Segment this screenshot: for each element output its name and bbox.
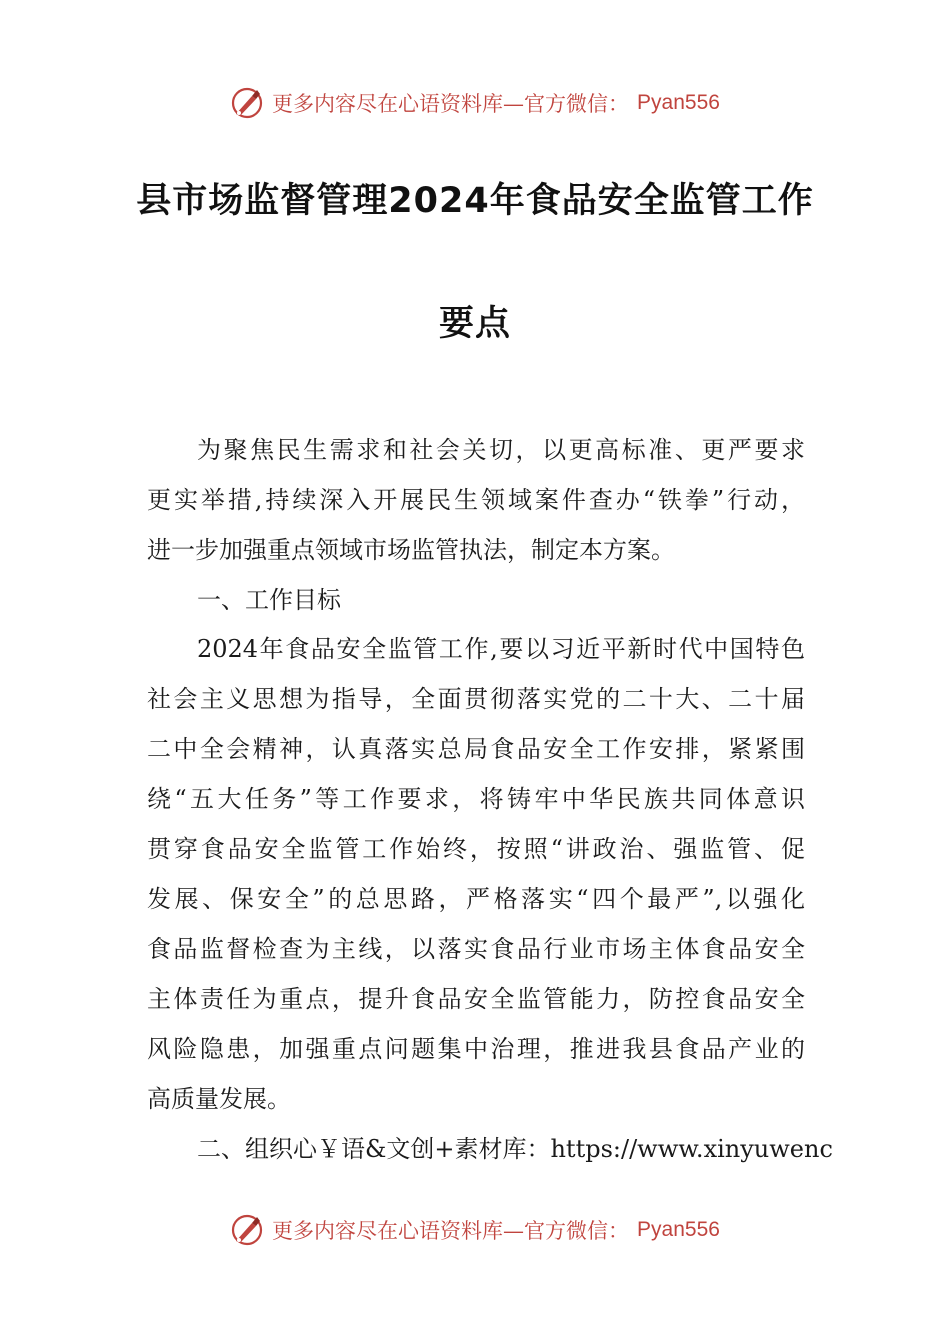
document-title-line-1: 县市场监督管理2024年食品安全监管工作: [136, 181, 814, 221]
body-line: 风险隐患，加强重点问题集中治理，推进我县食品产业的: [147, 1035, 805, 1063]
body-line: 进一步加强重点领域市场监管执法，制定本方案。: [147, 536, 675, 564]
document-title-line-2: 要点: [438, 304, 511, 344]
header-wechat-id: Pyan556: [637, 91, 720, 114]
section-heading-with-url: 二、组织心￥语&文创+素材库：https://www.xinyuwenc: [197, 1135, 833, 1163]
footer-banner-text: 更多内容尽在心语资料库—官方微信：: [272, 1219, 630, 1243]
body-line: 食品监督检查为主线，以落实食品行业市场主体食品安全: [147, 935, 805, 963]
footer-wechat-id: Pyan556: [637, 1218, 720, 1241]
section-heading: 一、工作目标: [197, 586, 341, 614]
body-line: 二中全会精神，认真落实总局食品安全工作安排，紧紧围: [147, 735, 805, 763]
pen-logo-icon: [230, 1213, 264, 1247]
body-line: 贯穿食品安全监管工作始终，按照“讲政治、强监管、促: [147, 835, 805, 863]
body-line: 主体责任为重点，提升食品安全监管能力，防控食品安全: [147, 985, 805, 1013]
footer-banner: [0, 1213, 950, 1247]
body-line: 2024年食品安全监管工作,要以习近平新时代中国特色: [197, 635, 805, 663]
body-line: 发展、保安全”的总思路，严格落实“四个最严”,以强化: [147, 885, 805, 913]
header-banner: [0, 86, 950, 120]
body-line: 为聚焦民生需求和社会关切，以更高标准、更严要求: [197, 436, 805, 464]
header-banner-text: 更多内容尽在心语资料库—官方微信：: [272, 92, 630, 116]
body-line: 绕“五大任务”等工作要求，将铸牢中华民族共同体意识: [147, 785, 805, 813]
body-line: 高质量发展。: [147, 1085, 291, 1113]
pen-logo-icon: [230, 86, 264, 120]
body-line: 更实举措,持续深入开展民生领域案件查办“铁拳”行动，: [147, 486, 805, 514]
body-line: 社会主义思想为指导，全面贯彻落实党的二十大、二十届: [147, 685, 805, 713]
